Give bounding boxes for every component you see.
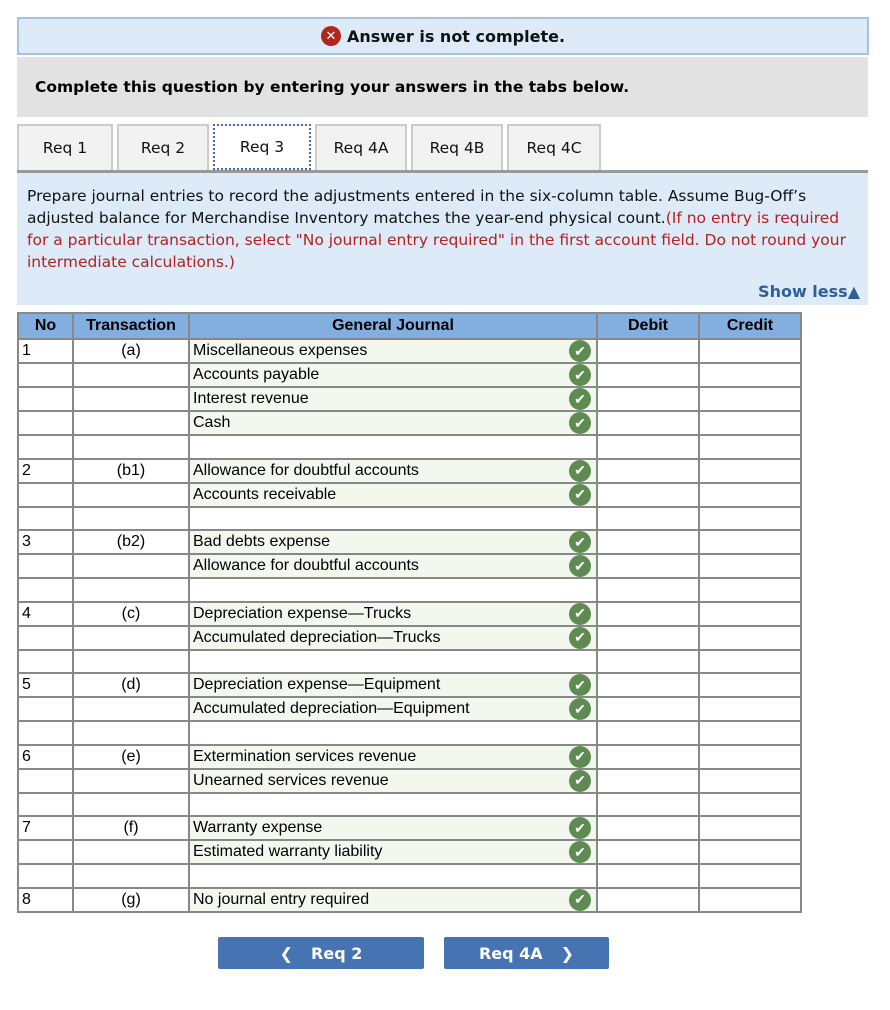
account-field[interactable] bbox=[189, 864, 597, 888]
credit-input[interactable] bbox=[699, 387, 801, 411]
row-transaction bbox=[73, 626, 189, 650]
prev-req-2-button[interactable] bbox=[218, 937, 424, 969]
credit-input[interactable] bbox=[699, 840, 801, 864]
error-x-icon: ✕ bbox=[321, 26, 341, 46]
credit-input[interactable] bbox=[699, 459, 801, 483]
account-name: Accumulated depreciation—Equipment bbox=[193, 700, 470, 717]
debit-input[interactable] bbox=[597, 697, 699, 721]
table-row bbox=[18, 840, 801, 864]
row-no bbox=[18, 411, 73, 435]
row-no: 4 bbox=[18, 602, 73, 626]
correct-check-icon: ✔ bbox=[569, 484, 591, 506]
row-transaction bbox=[73, 554, 189, 578]
credit-input[interactable] bbox=[699, 626, 801, 650]
account-field[interactable] bbox=[189, 888, 597, 912]
table-row bbox=[18, 363, 801, 387]
debit-input[interactable] bbox=[597, 745, 699, 769]
credit-input[interactable] bbox=[699, 507, 801, 531]
account-field[interactable] bbox=[189, 816, 597, 840]
account-name: Unearned services revenue bbox=[193, 771, 389, 789]
table-row bbox=[18, 697, 801, 721]
table-row bbox=[18, 888, 801, 912]
account-name: Depreciation expense—Trucks bbox=[193, 604, 412, 622]
row-no bbox=[18, 554, 73, 578]
account-field[interactable] bbox=[189, 626, 597, 650]
debit-input[interactable] bbox=[597, 673, 699, 697]
correct-check-icon: ✔ bbox=[569, 531, 591, 553]
correct-check-icon: ✔ bbox=[569, 698, 591, 720]
tab-req-3[interactable]: Req 3 bbox=[213, 124, 311, 170]
credit-input[interactable] bbox=[699, 578, 801, 602]
credit-input[interactable] bbox=[699, 411, 801, 435]
account-name: Accounts payable bbox=[193, 366, 320, 383]
correct-check-icon: ✔ bbox=[569, 340, 591, 362]
credit-input[interactable] bbox=[699, 339, 801, 363]
debit-input[interactable] bbox=[597, 530, 699, 554]
debit-input[interactable] bbox=[597, 554, 699, 578]
debit-input[interactable] bbox=[597, 769, 699, 793]
table-row bbox=[18, 602, 801, 626]
account-name: Warranty expense bbox=[193, 819, 323, 836]
debit-input[interactable] bbox=[597, 507, 699, 531]
table-row bbox=[18, 387, 801, 411]
account-name: Cash bbox=[193, 414, 231, 431]
account-field[interactable] bbox=[189, 507, 597, 531]
account-name: Allowance for doubtful accounts bbox=[193, 461, 419, 479]
account-field[interactable] bbox=[189, 673, 597, 697]
debit-input[interactable] bbox=[597, 864, 699, 888]
account-field[interactable] bbox=[189, 554, 597, 578]
account-name: Bad debts expense bbox=[193, 533, 330, 550]
credit-input[interactable] bbox=[699, 816, 801, 840]
credit-input[interactable] bbox=[699, 793, 801, 817]
table-row bbox=[18, 864, 801, 888]
account-name: Estimated warranty liability bbox=[193, 843, 383, 860]
account-field[interactable] bbox=[189, 530, 597, 554]
debit-input[interactable] bbox=[597, 888, 699, 912]
credit-input[interactable] bbox=[699, 721, 801, 745]
header-debit: Debit bbox=[597, 313, 699, 339]
account-field[interactable] bbox=[189, 435, 597, 459]
row-no bbox=[18, 697, 73, 721]
account-name: Interest revenue bbox=[193, 390, 309, 407]
account-name: Allowance for doubtful accounts bbox=[193, 557, 419, 574]
account-name: No journal entry required bbox=[193, 890, 370, 908]
credit-input[interactable] bbox=[699, 697, 801, 721]
table-row bbox=[18, 435, 801, 459]
account-field[interactable] bbox=[189, 411, 597, 435]
tab-req-4a[interactable]: Req 4A bbox=[315, 124, 407, 170]
correct-check-icon: ✔ bbox=[569, 841, 591, 863]
prev-label: Req 2 bbox=[311, 943, 363, 963]
account-name: Accounts receivable bbox=[193, 485, 337, 503]
debit-input[interactable] bbox=[597, 793, 699, 817]
tab-req-2[interactable]: Req 2 bbox=[117, 124, 209, 170]
account-name: Extermination services revenue bbox=[193, 747, 417, 765]
row-transaction bbox=[73, 769, 189, 793]
debit-input[interactable] bbox=[597, 840, 699, 864]
row-transaction bbox=[73, 483, 189, 507]
req-tabs bbox=[17, 124, 601, 170]
row-no bbox=[18, 769, 73, 793]
correct-check-icon: ✔ bbox=[569, 627, 591, 649]
table-row bbox=[18, 745, 801, 769]
debit-input[interactable] bbox=[597, 435, 699, 459]
debit-input[interactable] bbox=[597, 363, 699, 387]
correct-check-icon: ✔ bbox=[569, 746, 591, 768]
next-label: Req 4A bbox=[478, 943, 543, 963]
row-no bbox=[18, 650, 73, 674]
table-row bbox=[18, 650, 801, 674]
account-field[interactable] bbox=[189, 602, 597, 626]
row-transaction bbox=[73, 864, 189, 888]
row-transaction: (f) bbox=[73, 816, 189, 840]
answer-status-banner bbox=[17, 17, 869, 55]
row-transaction bbox=[73, 363, 189, 387]
row-transaction bbox=[73, 840, 189, 864]
account-field[interactable] bbox=[189, 721, 597, 745]
row-transaction bbox=[73, 507, 189, 531]
credit-input[interactable] bbox=[699, 602, 801, 626]
instruction-text: Complete this question by entering your answers in the tabs below. bbox=[35, 78, 630, 96]
row-transaction: (d) bbox=[73, 673, 189, 697]
account-name: Accumulated depreciation—Trucks bbox=[193, 628, 441, 646]
tab-req-4b[interactable]: Req 4B bbox=[411, 124, 503, 170]
header-no: No bbox=[18, 313, 73, 339]
table-row bbox=[18, 554, 801, 578]
row-transaction bbox=[73, 411, 189, 435]
correct-check-icon: ✔ bbox=[569, 412, 591, 434]
credit-input[interactable] bbox=[699, 888, 801, 912]
table-row bbox=[18, 483, 801, 507]
row-no: 5 bbox=[18, 673, 73, 697]
header-general-journal: General Journal bbox=[189, 313, 597, 339]
row-transaction bbox=[73, 697, 189, 721]
row-transaction: (c) bbox=[73, 602, 189, 626]
credit-input[interactable] bbox=[699, 363, 801, 387]
row-transaction: (e) bbox=[73, 745, 189, 769]
row-no bbox=[18, 483, 73, 507]
row-no bbox=[18, 578, 73, 602]
debit-input[interactable] bbox=[597, 459, 699, 483]
correct-check-icon: ✔ bbox=[569, 364, 591, 386]
correct-check-icon: ✔ bbox=[569, 889, 591, 911]
account-field[interactable] bbox=[189, 840, 597, 864]
account-field[interactable] bbox=[189, 339, 597, 363]
table-row bbox=[18, 816, 801, 840]
row-transaction bbox=[73, 435, 189, 459]
header-credit: Credit bbox=[699, 313, 801, 339]
row-transaction bbox=[73, 387, 189, 411]
correct-check-icon: ✔ bbox=[569, 603, 591, 625]
table-row bbox=[18, 721, 801, 745]
debit-input[interactable] bbox=[597, 721, 699, 745]
table-row bbox=[18, 411, 801, 435]
account-field[interactable] bbox=[189, 459, 597, 483]
row-no bbox=[18, 793, 73, 817]
credit-input[interactable] bbox=[699, 864, 801, 888]
instruction-bar bbox=[17, 57, 868, 117]
table-row bbox=[18, 530, 801, 554]
row-transaction bbox=[73, 721, 189, 745]
credit-input[interactable] bbox=[699, 673, 801, 697]
account-field[interactable] bbox=[189, 745, 597, 769]
row-transaction: (b2) bbox=[73, 530, 189, 554]
row-transaction bbox=[73, 793, 189, 817]
row-no bbox=[18, 721, 73, 745]
account-name: Depreciation expense—Equipment bbox=[193, 676, 441, 693]
correct-check-icon: ✔ bbox=[569, 770, 591, 792]
debit-input[interactable] bbox=[597, 387, 699, 411]
show-less-link[interactable]: Show less▲ bbox=[758, 282, 860, 301]
account-name: Miscellaneous expenses bbox=[193, 342, 368, 359]
credit-input[interactable] bbox=[699, 554, 801, 578]
table-row bbox=[18, 793, 801, 817]
table-row bbox=[18, 507, 801, 531]
credit-input[interactable] bbox=[699, 483, 801, 507]
row-no: 1 bbox=[18, 339, 73, 363]
table-row bbox=[18, 578, 801, 602]
prompt-note: (If no entry is required for a particular transaction, select "No journal entry required" in the first account field. Do not round your intermediate calculations.) bbox=[27, 209, 846, 271]
debit-input[interactable] bbox=[597, 602, 699, 626]
correct-check-icon: ✔ bbox=[569, 460, 591, 482]
row-transaction bbox=[73, 650, 189, 674]
table-row bbox=[18, 626, 801, 650]
debit-input[interactable] bbox=[597, 626, 699, 650]
row-transaction: (g) bbox=[73, 888, 189, 912]
row-no bbox=[18, 507, 73, 531]
row-no: 3 bbox=[18, 530, 73, 554]
credit-input[interactable] bbox=[699, 769, 801, 793]
row-transaction: (a) bbox=[73, 339, 189, 363]
prompt-text: Prepare journal entries to record the adjustments entered in the six-column table. Assume Bug-Off’s adjusted balance for Merchandise Inventory matches the year-end physical count. bbox=[27, 187, 807, 227]
correct-check-icon: ✔ bbox=[569, 555, 591, 577]
row-transaction bbox=[73, 578, 189, 602]
debit-input[interactable] bbox=[597, 411, 699, 435]
account-field[interactable] bbox=[189, 697, 597, 721]
account-field[interactable] bbox=[189, 793, 597, 817]
chevron-left-icon: ❮ bbox=[279, 943, 294, 963]
header-transaction: Transaction bbox=[73, 313, 189, 339]
correct-check-icon: ✔ bbox=[569, 388, 591, 410]
row-no bbox=[18, 626, 73, 650]
chevron-right-icon: ❯ bbox=[560, 943, 575, 963]
tab-req-1[interactable]: Req 1 bbox=[17, 124, 113, 170]
account-field[interactable] bbox=[189, 483, 597, 507]
row-no bbox=[18, 387, 73, 411]
account-field[interactable] bbox=[189, 578, 597, 602]
account-field[interactable] bbox=[189, 650, 597, 674]
question-prompt bbox=[17, 173, 868, 305]
row-no bbox=[18, 840, 73, 864]
next-req-4a-button[interactable] bbox=[444, 937, 609, 969]
table-row bbox=[18, 769, 801, 793]
credit-input[interactable] bbox=[699, 650, 801, 674]
row-no bbox=[18, 864, 73, 888]
row-no: 8 bbox=[18, 888, 73, 912]
correct-check-icon: ✔ bbox=[569, 674, 591, 696]
table-row bbox=[18, 459, 801, 483]
row-no: 2 bbox=[18, 459, 73, 483]
correct-check-icon: ✔ bbox=[569, 817, 591, 839]
debit-input[interactable] bbox=[597, 483, 699, 507]
table-row bbox=[18, 339, 801, 363]
account-field[interactable] bbox=[189, 387, 597, 411]
row-no bbox=[18, 363, 73, 387]
debit-input[interactable] bbox=[597, 578, 699, 602]
row-no: 6 bbox=[18, 745, 73, 769]
debit-input[interactable] bbox=[597, 650, 699, 674]
credit-input[interactable] bbox=[699, 530, 801, 554]
row-transaction: (b1) bbox=[73, 459, 189, 483]
general-journal-table bbox=[17, 312, 802, 913]
account-field[interactable] bbox=[189, 363, 597, 387]
credit-input[interactable] bbox=[699, 745, 801, 769]
debit-input[interactable] bbox=[597, 339, 699, 363]
row-no: 7 bbox=[18, 816, 73, 840]
tab-req-4c[interactable]: Req 4C bbox=[507, 124, 601, 170]
credit-input[interactable] bbox=[699, 435, 801, 459]
debit-input[interactable] bbox=[597, 816, 699, 840]
row-no bbox=[18, 435, 73, 459]
table-row bbox=[18, 673, 801, 697]
account-field[interactable] bbox=[189, 769, 597, 793]
answer-status-text: Answer is not complete. bbox=[346, 26, 566, 46]
